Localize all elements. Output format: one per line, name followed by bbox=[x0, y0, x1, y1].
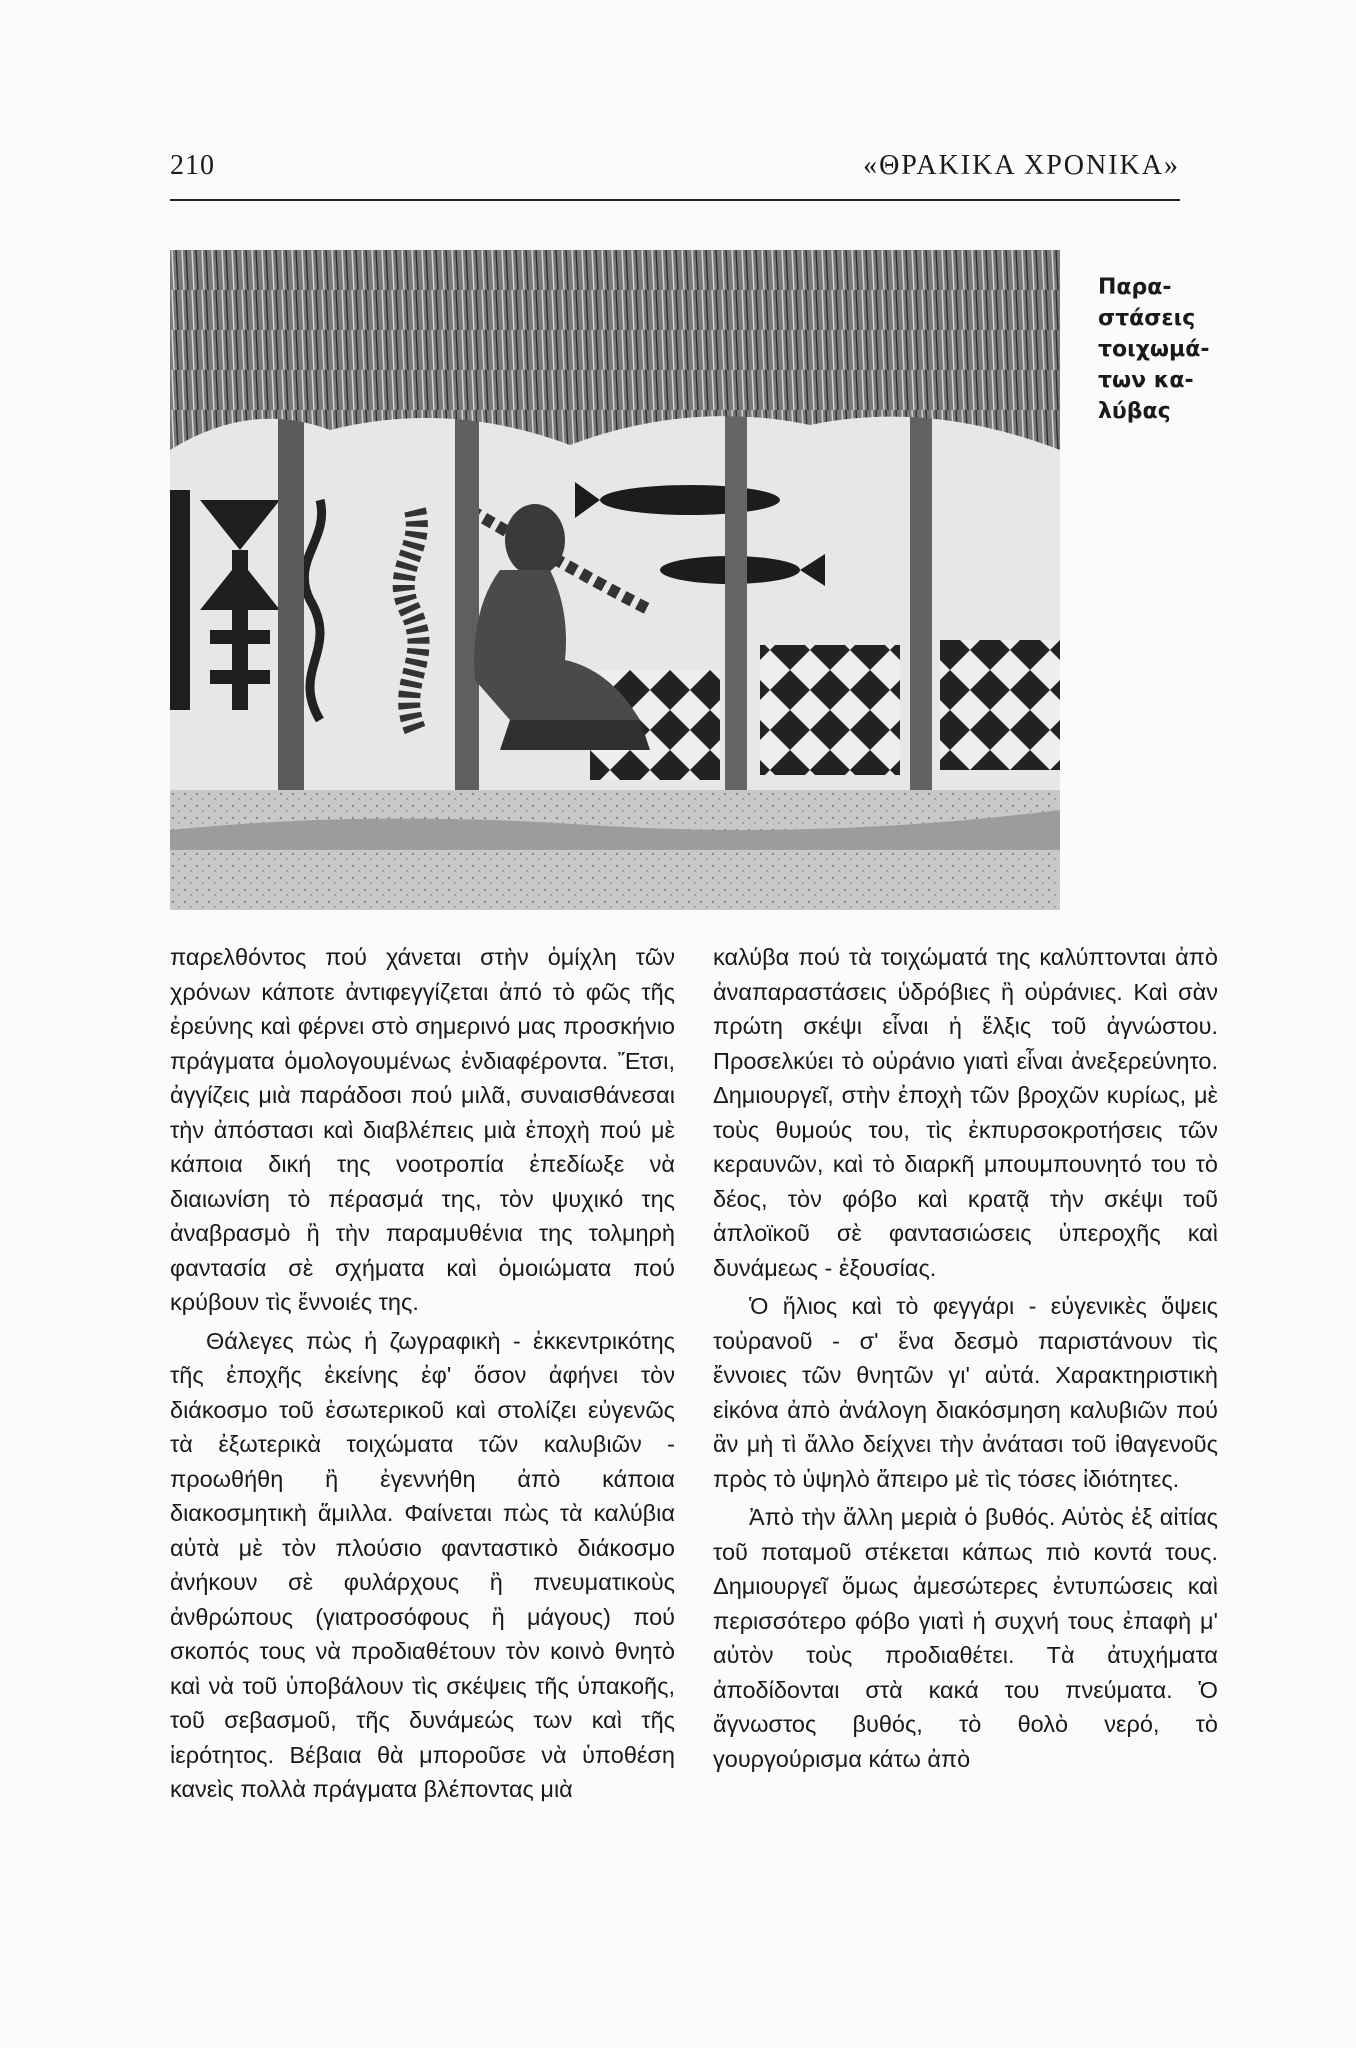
hut-wall-photo bbox=[170, 250, 1060, 910]
article-column-left bbox=[170, 940, 675, 1807]
caption-line: στάσεις bbox=[1098, 306, 1196, 331]
page-number: 210 bbox=[170, 150, 215, 181]
paragraph: καλύβα πού τὰ τοιχώματά της καλύπτονται ἀπὸ ἀναπαραστάσεις ὑδρόβιες ἢ οὐράνιες. Καὶ σὰν πρώτη σκέψι εἶναι ἡ ἕλξις τοῦ ἀγνώστου. Προσελκύει τὸ οὐράνιο γιατὶ εἶναι ἀνεξερεύνητο. Δημιουργεῖ, στὴν ἐποχὴ τῶν βροχῶν κυρίως, μὲ τοὺς θυμούς του, τὶς ἐκπυρσοκροτήσεις τῶν κεραυνῶν, καὶ τὸ διαρκῆ μπουμπουνητό του τὸ δέος, τὸν φόβο καὶ κρατᾷ τὴν σκέψι τοῦ ἁπλοϊκοῦ σὲ φαντασιώσεις ὑπεροχῆς καὶ δυνάμεως - ἐξουσίας. bbox=[713, 944, 1218, 1281]
paragraph: Θάλεγες πὼς ἡ ζωγραφικὴ - ἐκκεντρικότης τῆς ἐποχῆς ἐκείνης ἐφ' ὅσον ἀφήνει τὸν διάκοσμο τοῦ ἐσωτερικοῦ καὶ στολίζει εὐγενῶς τὰ ἐξωτερικὰ τοιχώματα τῶν καλυβιῶν - προωθήθη ἢ ἐγεννήθη ἀπὸ κάποια διακοσμητικὴ ἅμιλλα. Φαίνεται πὼς τὰ καλύβια αὐτὰ μὲ τὸν πλούσιο φανταστικὸ διάκοσμο ἀνήκουν σὲ φυλάρχους ἢ πνευματικοὺς ἀνθρώπους (γιατροσόφους ἢ μάγους) πού σκοπός τους νὰ προδιαθέτουν τὸν κοινὸ θνητὸ καὶ νὰ τοῦ ὑποβάλουν τὶς σκέψεις τῆς ὑπακοῆς, τοῦ σεβασμοῦ, τῆς δυνάμεώς των καὶ τῆς ἱερότητος. Βέβαια θὰ μποροῦσε νὰ ὑποθέση κανεὶς πολλὰ πράγματα βλέποντας μιὰ bbox=[170, 1327, 675, 1802]
caption-line: τοιχωμά- bbox=[1098, 337, 1210, 362]
caption-line: λύβας bbox=[1098, 399, 1171, 424]
running-title: «ΘΡΑΚΙΚΑ ΧΡΟΝΙΚΑ» bbox=[863, 150, 1180, 181]
paragraph: Ὁ ἥλιος καὶ τὸ φεγγάρι - εὐγενικὲς ὄψεις τοὐρανοῦ - σ' ἕνα δεσμὸ παριστάνουν τὶς ἔννοιες τῶν θνητῶν γι' αὐτά. Χαρακτηριστικὴ εἰκόνα ἀπὸ ἀνάλογη διακόσμηση καλυβιῶν πού ἂν μὴ τὶ ἄλλο δείχνει τὴν ἀνάτασι τοῦ ἰθαγενοῦς πρὸς τὸ ὑψηλὸ ἄπειρο μὲ τὶς τόσες ἰδιότητες. bbox=[713, 1293, 1218, 1492]
caption-line: των κα- bbox=[1098, 368, 1194, 393]
paragraph: Ἀπὸ τὴν ἄλλη μεριὰ ὁ βυθός. Αὐτὸς ἐξ αἰτίας τοῦ ποταμοῦ στέκεται κάπως πιὸ κοντά τους. Δημιουργεῖ ὅμως ἀμεσώτερες ἐντυπώσεις καὶ περισσότερο φόβο γιατὶ ἡ συχνή τους ἐπαφὴ μ' αὐτὸν τοὺς προδιαθέτει. Τὰ ἀτυχήματα ἀποδίδονται στὰ κακά του πνεύματα. Ὁ ἄγνωστος βυθός, τὸ θολὸ νερό, τὸ γουργούρισμα κάτω ἀπὸ bbox=[713, 1504, 1218, 1772]
header-rule bbox=[170, 199, 1180, 201]
paragraph: παρελθόντος πού χάνεται στὴν ὁμίχλη τῶν χρόνων κάποτε ἀντιφεγγίζεται ἀπό τὸ φῶς τῆς ἐρεύνης καὶ φέρνει στὸ σημερινό μας προσκήνιο πράγματα ὁμολογουμένως ἐνδιαφέροντα. Ἔτσι, ἀγγίζεις μιὰ παράδοσι πού μιλᾶ, συναισθάνεσαι τὴν ἀπόστασι καὶ διαβλέπεις μιὰ ἐποχὴ πού μὲ κάποια δική της νοοτροπία ἐπεδίωξε νὰ διαιωνίση τὸ πέρασμά της, τὸν ψυχικό της ἀναβρασμὸ ἢ τὴν παραμυθένια της τολμηρὴ φαντασία σὲ σχήματα καὶ ὁμοιώματα πού κρύβουν τὶς ἔννοιές της. bbox=[170, 944, 675, 1315]
caption-line: Παρα- bbox=[1098, 275, 1172, 300]
article-column-right bbox=[713, 940, 1218, 1776]
page-header bbox=[170, 150, 1180, 200]
figure-caption bbox=[1098, 272, 1210, 427]
